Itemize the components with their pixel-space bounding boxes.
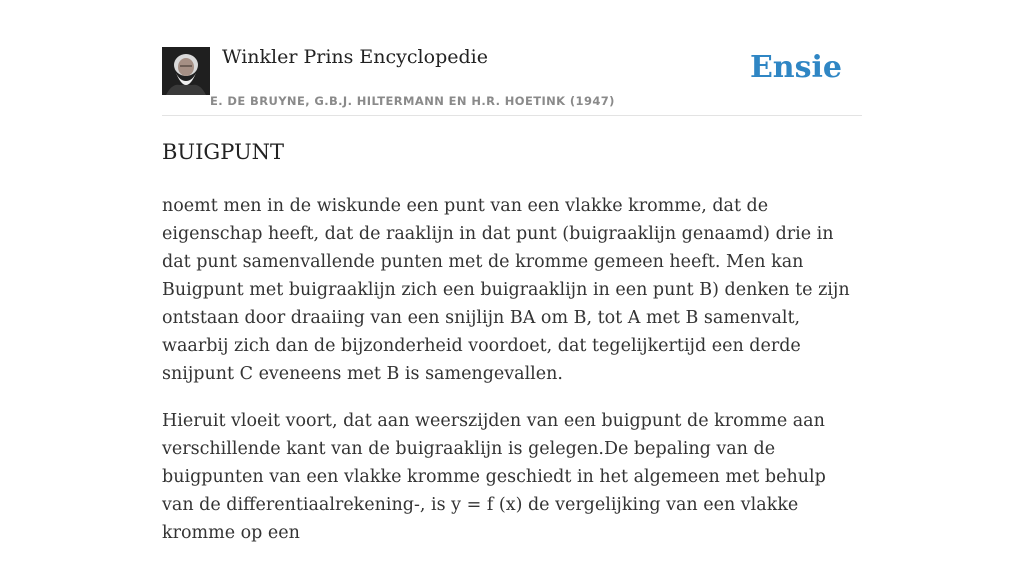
article-paragraph: noemt men in de wiskunde een punt van een vlakke kromme, dat de eigenschap heeft, dat de raaklijn in dat punt (buigraaklijn genaamd) drie in dat punt samenvallende punten met de kromme gemeen heeft. Men kan Buigpunt met buigraaklijn zich een buigraaklijn in een punt B) denken te zijn ontstaan door draaiing van een snijlijn BA om B, tot A met B samenvalt, waarbij zich dan de bijzonderheid voordoet, dat tegelijkertijd een derde snijpunt C eveneens met B is samengevallen. (162, 196, 850, 384)
content-column (162, 0, 862, 543)
article-title: BUIGPUNT (162, 140, 285, 164)
author-avatar[interactable] (162, 47, 210, 95)
article-body (162, 192, 862, 566)
portrait-icon (162, 47, 210, 95)
brand-logo[interactable]: Ensie (749, 50, 842, 85)
article-paragraph: Hieruit vloeit voort, dat aan weerszijden van een buigpunt de kromme aan verschillende kant van de buigraaklijn is gelegen.De bepaling van de buigpunten van een vlakke kromme geschiedt in het algemeen met behulp van de differentiaalrekening-, is y = f (x) de vergelijking van een vlakke kromme op een (162, 411, 826, 543)
authors-line: E. DE BRUYNE, G.B.J. HILTERMANN EN H.R. HOETINK (1947) (210, 94, 615, 108)
site-title[interactable]: Winkler Prins Encyclopedie (222, 46, 488, 68)
site-header (162, 0, 862, 116)
